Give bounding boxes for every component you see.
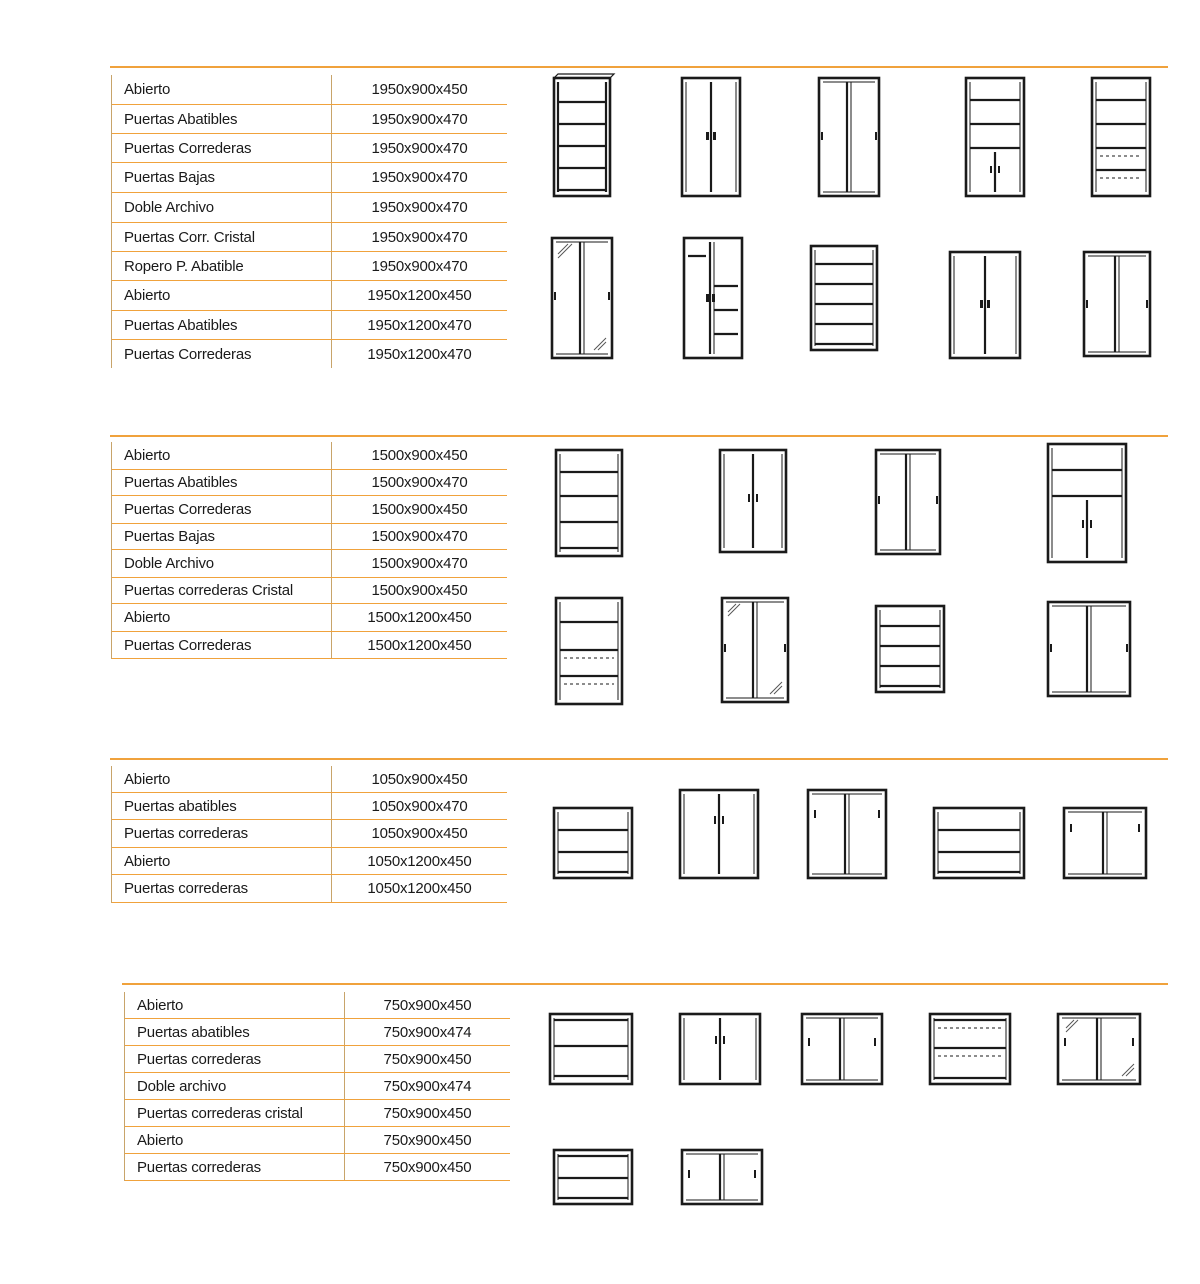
row-label: Abierto xyxy=(112,604,332,631)
table-row xyxy=(112,793,507,820)
table-row xyxy=(125,1046,510,1073)
double-file-cabinet-icon xyxy=(1088,76,1154,198)
row-label: Abierto xyxy=(112,281,332,310)
table-row xyxy=(112,340,507,368)
open-shelving-cabinet-icon xyxy=(807,244,881,352)
row-dimensions: 1500x900x470 xyxy=(371,528,468,545)
row-label: Puertas Correderas xyxy=(112,496,332,523)
wardrobe-cabinet-icon xyxy=(680,236,746,360)
table-row xyxy=(125,1154,510,1181)
sliding-door-cabinet-icon xyxy=(798,1012,886,1086)
row-dimensions: 1050x900x450 xyxy=(371,825,468,842)
row-dimensions: 1050x900x470 xyxy=(371,797,468,815)
row-dimensions: 1950x900x470 xyxy=(371,139,468,157)
row-dimensions: 1500x900x450 xyxy=(371,582,468,599)
row-label: Doble Archivo xyxy=(112,193,332,222)
table-row xyxy=(112,223,507,252)
table-row xyxy=(125,1019,510,1046)
row-dimensions: 750x900x474 xyxy=(383,1023,472,1041)
row-dimensions: 1050x900x450 xyxy=(371,770,468,788)
row-dimensions: 1500x900x450 xyxy=(371,447,468,464)
row-dimensions: 750x900x450 xyxy=(383,1104,472,1122)
open-shelving-cabinet-icon xyxy=(550,806,636,880)
open-shelving-cabinet-icon xyxy=(550,76,614,198)
table-row xyxy=(112,75,507,105)
table-row xyxy=(112,193,507,223)
row-label: Puertas Correderas xyxy=(112,134,332,162)
double-file-cabinet-icon xyxy=(552,596,626,706)
row-label: Puertas Corr. Cristal xyxy=(112,223,332,251)
section-rule-2 xyxy=(110,435,1168,437)
row-dimensions: 1500x900x470 xyxy=(371,555,468,572)
row-label: Abierto xyxy=(125,992,345,1018)
row-label: Puertas Abatibles xyxy=(112,470,332,495)
row-label: Abierto xyxy=(112,442,332,469)
row-dimensions: 1950x1200x470 xyxy=(367,316,472,334)
row-dimensions: 1050x1200x450 xyxy=(367,852,472,870)
table-row xyxy=(112,766,507,793)
row-dimensions: 750x900x450 xyxy=(383,1158,472,1176)
row-dimensions: 1950x1200x470 xyxy=(367,345,472,363)
row-label: Puertas Correderas xyxy=(112,632,332,658)
row-label: Abierto xyxy=(112,848,332,874)
table-row xyxy=(112,311,507,340)
table-row xyxy=(112,281,507,311)
section-rule-4 xyxy=(122,983,1168,985)
row-dimensions: 1500x900x470 xyxy=(371,474,468,491)
swing-door-cabinet-icon xyxy=(678,76,744,198)
row-label: Puertas abatibles xyxy=(125,1019,345,1045)
swing-door-cabinet-icon xyxy=(676,788,762,880)
row-dimensions: 1950x900x470 xyxy=(371,257,468,275)
row-label: Puertas Correderas xyxy=(112,340,332,368)
glass-sliding-cabinet-icon xyxy=(718,596,792,704)
glass-sliding-cabinet-icon xyxy=(1054,1012,1144,1086)
table-row xyxy=(112,848,507,875)
row-dimensions: 1950x900x470 xyxy=(371,110,468,128)
spec-table-1050 xyxy=(111,766,507,903)
table-row xyxy=(112,632,507,659)
swing-door-cabinet-icon xyxy=(716,448,790,554)
table-row xyxy=(112,496,507,524)
table-row xyxy=(125,1100,510,1127)
sliding-door-cabinet-icon xyxy=(678,1148,766,1206)
spec-table-750 xyxy=(124,992,510,1181)
row-label: Puertas correderas xyxy=(112,875,332,902)
sliding-door-cabinet-icon xyxy=(804,788,890,880)
row-dimensions: 1500x900x450 xyxy=(371,501,468,518)
open-shelving-cabinet-icon xyxy=(872,604,948,694)
glass-sliding-cabinet-icon xyxy=(548,236,616,360)
low-doors-cabinet-icon xyxy=(962,76,1028,198)
section-rule-1 xyxy=(110,66,1168,68)
row-label: Puertas correderas Cristal xyxy=(112,578,332,603)
open-shelving-cabinet-icon xyxy=(552,448,626,558)
row-dimensions: 1500x1200x450 xyxy=(367,636,472,654)
row-label: Abierto xyxy=(112,766,332,792)
row-label: Ropero P. Abatible xyxy=(112,252,332,280)
double-file-cabinet-icon xyxy=(926,1012,1014,1086)
row-dimensions: 750x900x450 xyxy=(383,996,472,1014)
row-dimensions: 1950x900x470 xyxy=(371,228,468,246)
sliding-door-cabinet-icon xyxy=(1060,806,1150,880)
sliding-door-cabinet-icon xyxy=(872,448,944,556)
table-row xyxy=(112,820,507,848)
section-rule-3 xyxy=(110,758,1168,760)
row-label: Puertas correderas xyxy=(112,820,332,847)
table-row xyxy=(125,1073,510,1100)
table-row xyxy=(125,992,510,1019)
row-dimensions: 1950x900x470 xyxy=(371,169,468,186)
open-shelving-cabinet-icon xyxy=(546,1012,636,1086)
row-label: Puertas Abatibles xyxy=(112,105,332,133)
row-dimensions: 1500x1200x450 xyxy=(367,609,472,626)
table-row xyxy=(112,524,507,550)
row-label: Abierto xyxy=(125,1127,345,1153)
row-label: Puertas Abatibles xyxy=(112,311,332,339)
row-label: Doble archivo xyxy=(125,1073,345,1099)
spec-table-1950 xyxy=(111,75,507,368)
row-dimensions: 1950x900x470 xyxy=(371,199,468,216)
sliding-door-cabinet-icon xyxy=(1044,600,1134,698)
row-dimensions: 750x900x474 xyxy=(383,1077,472,1095)
table-row xyxy=(112,252,507,281)
sliding-door-cabinet-icon xyxy=(815,76,883,198)
table-row xyxy=(112,604,507,632)
table-row xyxy=(112,470,507,496)
table-row xyxy=(112,134,507,163)
row-label: Puertas Bajas xyxy=(112,524,332,549)
spec-table-1500 xyxy=(111,442,507,659)
table-row xyxy=(112,442,507,470)
open-shelving-cabinet-icon xyxy=(930,806,1028,880)
row-dimensions: 1950x900x450 xyxy=(371,81,468,98)
row-label: Puertas correderas cristal xyxy=(125,1100,345,1126)
row-dimensions: 750x900x450 xyxy=(383,1050,472,1068)
open-shelving-cabinet-icon xyxy=(550,1148,636,1206)
row-dimensions: 1950x1200x450 xyxy=(367,287,472,304)
row-dimensions: 1050x1200x450 xyxy=(367,880,472,897)
row-label: Doble Archivo xyxy=(112,550,332,577)
row-label: Puertas Bajas xyxy=(112,163,332,192)
row-dimensions: 750x900x450 xyxy=(383,1131,472,1149)
row-label: Abierto xyxy=(112,75,332,104)
table-row xyxy=(112,875,507,903)
row-label: Puertas abatibles xyxy=(112,793,332,819)
swing-door-cabinet-icon xyxy=(676,1012,764,1086)
swing-door-cabinet-icon xyxy=(946,250,1024,360)
table-row xyxy=(112,578,507,604)
sliding-door-cabinet-icon xyxy=(1080,250,1154,358)
table-row xyxy=(112,163,507,193)
low-doors-cabinet-icon xyxy=(1044,442,1130,564)
table-row xyxy=(112,105,507,134)
row-label: Puertas correderas xyxy=(125,1046,345,1072)
table-row xyxy=(112,550,507,578)
row-label: Puertas correderas xyxy=(125,1154,345,1180)
table-row xyxy=(125,1127,510,1154)
